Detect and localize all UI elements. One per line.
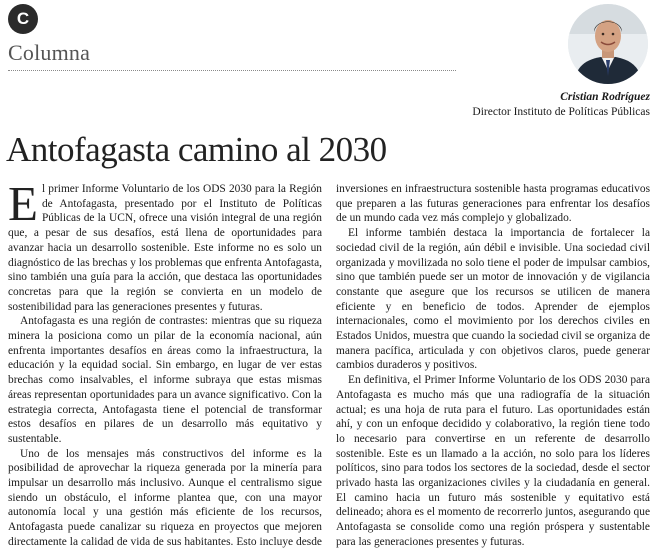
article-paragraph [8,176,322,314]
author-name: Cristian Rodríguez [560,91,650,103]
author-byline [472,90,650,120]
section-label: Columna [8,40,91,65]
first-paragraph-text: l primer Informe Voluntario de los ODS 2030 para la Región de Antofagasta, presentado por el Instituto de Políticas Públicas de la UCN, ofrece una visión integral de una región que, a pesar de sus desafíos, está llena de oportunidades para avanzar hacia un desarrollo sostenible. Este informe no es solo un diagnóstico de las brechas y los problemas que enfrenta Antofagasta, sino también una guía para la acción, que destaca las oportunidades concretas para que la región se convierta en un modelo de sostenibilidad para las generaciones presentes y futuras. [8,183,322,313]
article-body [8,176,650,559]
author-photo [568,4,648,84]
article-paragraph: Uno de los mensajes más constructivos del informe es la posibilidad de aprovechar la riqueza generada por la minería para impulsar un desarrollo más inclusivo. Aunque el centralismo sigue siendo un obstáculo, el informe plantea que, con una mayor autonomía local y una gestión más eficiente de los recursos, Antofagasta puede canalizar su riqueza en proyectos que mejoren directamente la calidad de vida de sus habitantes. Esto incluye desde inversiones en infraestructura sostenible hasta programas educativos que preparen a las futuras generaciones para enfrentar los desafíos de un mundo cada vez más complejo y globalizado. [8,183,650,548]
author-role: Director Instituto de Políticas Públicas [472,106,650,118]
article-paragraph: En definitiva, el Primer Informe Voluntario de los ODS 2030 para Antofagasta es mucho más que una radiografía de la situación actual; es una hoja de ruta para el futuro. Las oportunidades están ahí, y con un enfoque decidido y colaborativo, la región tiene todo lo necesario para convertirse en un referente de desarrollo sostenible. Este es un llamado a la acción, no solo para los líderes políticos, sino para todos los sectores de la sociedad, desde el sector privado hasta las organizaciones civiles y la ciudadanía en general. El camino hacia un futuro más sostenible y equitativo está delineado; ahora es el momento de recorrerlo juntos, asegurando que Antofagasta se consolide como una región próspera y sustentable para las generaciones presentes y futuras. [336,374,650,548]
article-title: Antofagasta camino al 2030 [6,130,387,169]
drop-cap: E [8,176,38,231]
column-badge-icon: C [8,4,38,34]
article-paragraph: El informe también destaca la importancia de fortalecer la sociedad civil de la región, aún débil e invisible. Una sociedad civil organizada y movilizada no solo tiene el poder de impulsar cambios, sino que también puede ser un motor de innovación y de vigilancia constante que asegure que los recursos se utilicen de manera eficiente y en beneficio de todos. Aprender de ejemplos internacionales, como el movimiento por los derechos civiles en Estados Unidos, muestra que cuando la sociedad civil se organiza de manera pacífica, articulada y con objetivos claros, puede generar cambios duraderos y positivos. [336,227,650,372]
section-divider [8,70,456,71]
author-portrait-icon [568,4,648,84]
article-paragraph: Antofagasta es una región de contrastes: mientras que su riqueza minera la posiciona como un pilar de la economía nacional, aún enfrenta importantes desafíos en áreas como la infraestructura, la educación y la equidad social. Sin embargo, en lugar de ver estas brechas como insalvables, el informe subraya que estas mismas áreas representan oportunidades para un avance significativo. Con la estrategia correcta, Antofagasta tiene el potencial de transformar estos desafíos en pilares de un desarrollo más equitativo y sustentable. [8,315,322,445]
